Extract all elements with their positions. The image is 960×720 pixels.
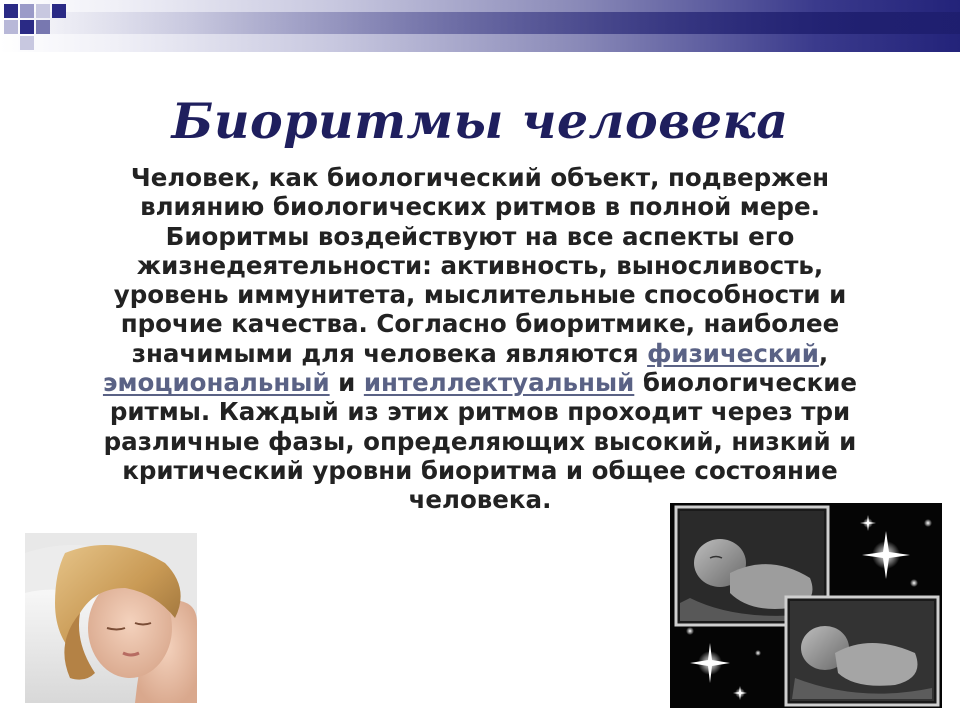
body-line: уровень иммунитета, мыслительные способности и [113, 280, 847, 310]
body-line: ритмы. Каждый из этих ритмов проходит через три [109, 397, 851, 427]
body-text-segment: значимыми для человека являются [131, 338, 648, 368]
body-text-segment: , [818, 338, 829, 368]
body-line: человека. [408, 485, 552, 515]
body-line: прочие качества. Согласно биоритмике, наиболее [120, 309, 840, 339]
link-physical[interactable]: физический [647, 338, 819, 368]
body-line [40, 339, 920, 368]
body-line: Биоритмы воздействуют на все аспекты его [165, 221, 795, 251]
body-line: различные фазы, определяющих высокий, низкий и [103, 426, 857, 456]
sleeping-woman-illustration [25, 533, 197, 703]
sleeping-woman-image [25, 533, 197, 703]
babies-collage-illustration [670, 503, 942, 708]
slide-body-text [40, 163, 920, 515]
decor-square-7 [36, 20, 50, 34]
babies-collage-image [670, 503, 942, 708]
decor-square-4 [36, 4, 50, 18]
decor-square-1 [4, 4, 18, 18]
link-emotional[interactable]: эмоциональный [102, 368, 330, 398]
body-line: жизнедеятельности: активность, выносливость, [136, 250, 824, 280]
body-line: критический уровни биоритма и общее состояние [122, 455, 838, 485]
decor-square-8 [20, 36, 34, 50]
decor-square-2 [20, 4, 34, 18]
body-line: Человек, как биологический объект, подвержен [130, 163, 830, 192]
decor-square-5 [20, 20, 34, 34]
header-stripe [0, 12, 960, 34]
link-intellectual[interactable]: интеллектуальный [363, 368, 635, 398]
body-line [40, 368, 920, 397]
decor-square-3 [4, 20, 18, 34]
header-band [0, 0, 960, 52]
body-text-segment: и [329, 368, 364, 398]
slide-title: Биоритмы человека [171, 92, 789, 150]
body-line: влиянию биологических ритмов в полной мере. [140, 192, 820, 222]
decor-square-6 [52, 4, 66, 18]
body-text-segment: биологические [634, 368, 858, 398]
